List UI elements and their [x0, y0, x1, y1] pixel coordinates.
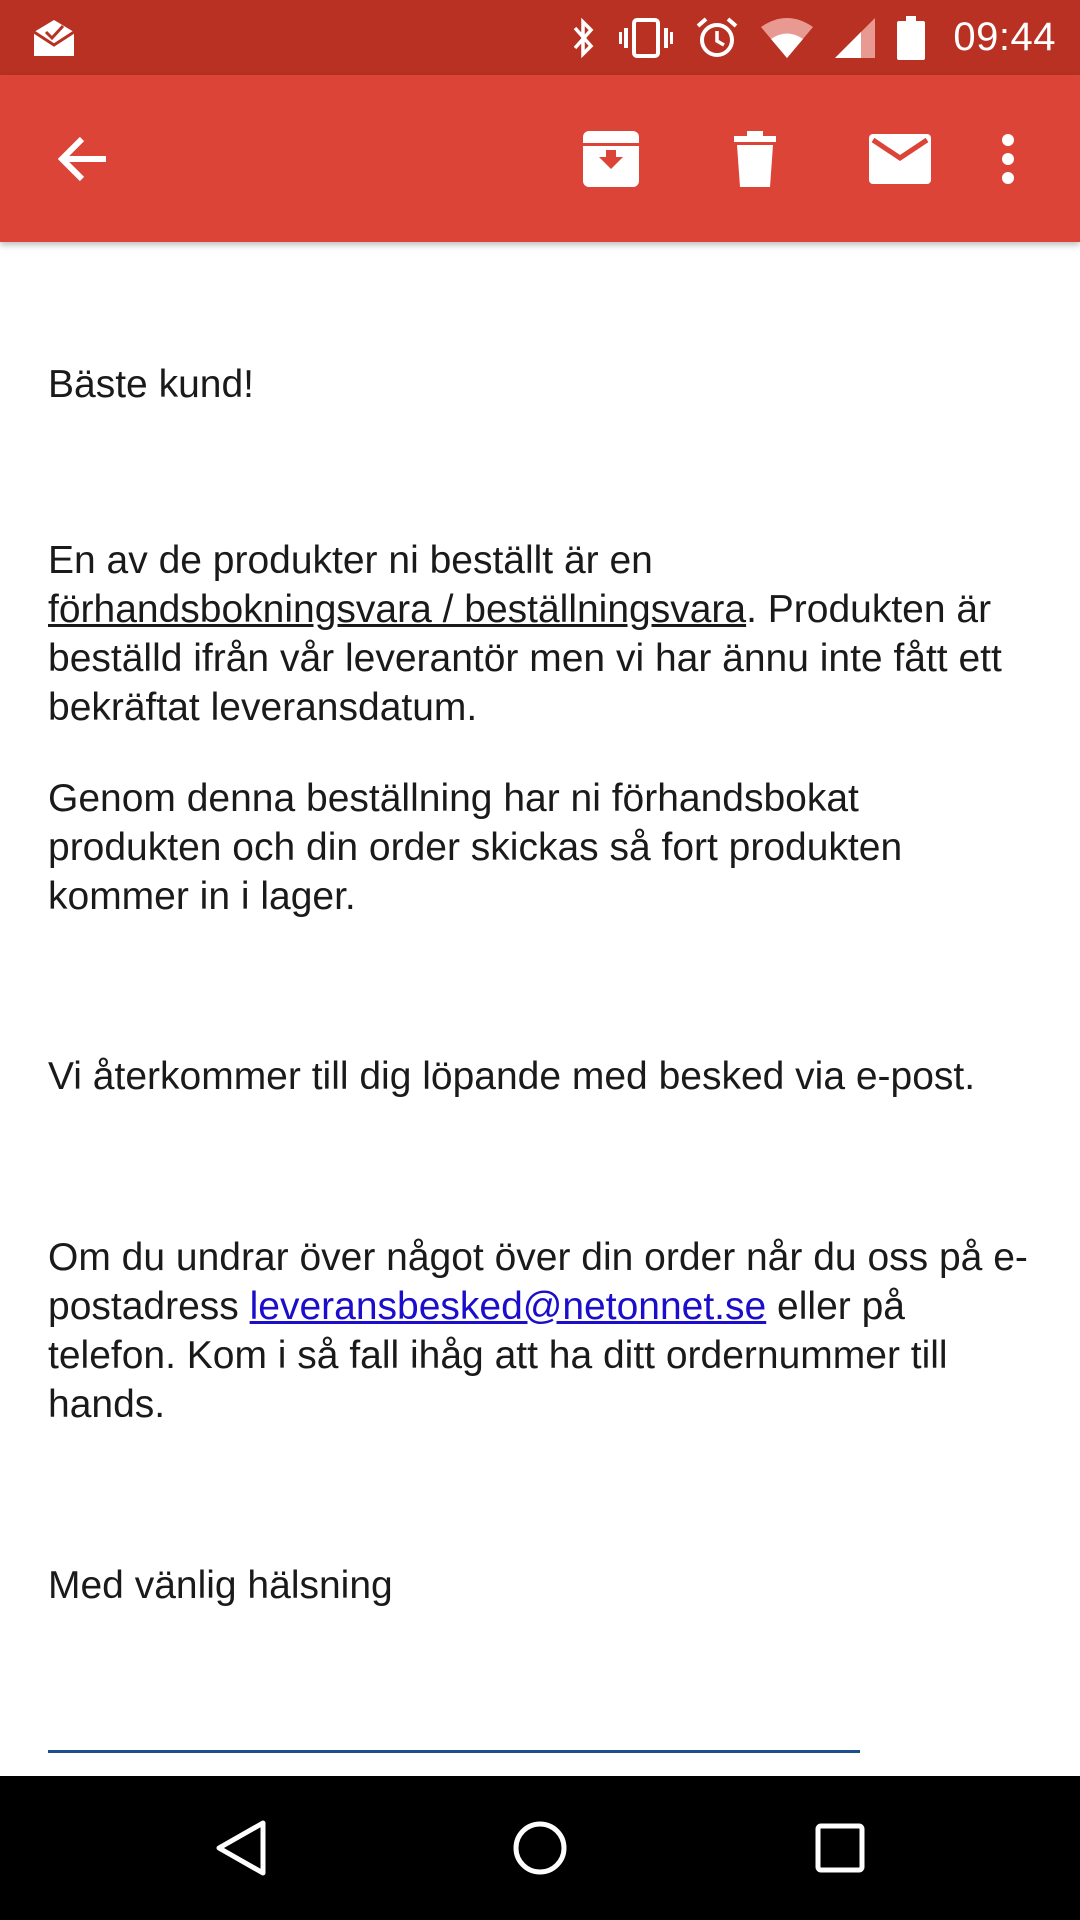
contact-email-link[interactable]: leveransbesked@netonnet.se: [249, 1285, 767, 1328]
system-nav-bar: [0, 1776, 1080, 1920]
archive-icon: [583, 131, 639, 187]
nav-back-button[interactable]: [170, 1776, 310, 1920]
email-text: eller på telefon. Kom i så fall ihåg att ha ditt ordernummer till hands.: [48, 1285, 948, 1426]
nav-home-button[interactable]: [470, 1776, 610, 1920]
app-toolbar: [0, 75, 1080, 242]
email-body: [48, 242, 1032, 1610]
mark-unread-button[interactable]: [845, 75, 955, 242]
clock: 09:44: [953, 15, 1056, 59]
nav-recents-button[interactable]: [770, 1776, 910, 1920]
cell-signal-icon: [835, 18, 875, 58]
email-paragraph-preorder: [48, 536, 1032, 732]
mail-notification-icon: [32, 18, 76, 58]
email-paragraph-contact: [48, 1233, 1032, 1429]
nav-back-icon: [213, 1819, 267, 1877]
mark-unread-icon: [869, 134, 931, 184]
nav-home-icon: [512, 1820, 568, 1876]
email-text: . Produkten är beställd ifrån vår leverantör men vi har ännu inte fått ett bekräftat leveransdatum.: [48, 588, 1002, 729]
delete-icon: [734, 131, 776, 187]
email-paragraph-booking: Genom denna beställning har ni förhandsbokat produkten och din order skickas så fort produkten kommer in i lager.: [48, 777, 903, 918]
archive-button[interactable]: [556, 75, 666, 242]
signature-divider: [48, 1750, 860, 1753]
status-bar: [0, 0, 1080, 75]
overflow-menu-button[interactable]: [953, 75, 1063, 242]
alarm-icon: [695, 16, 739, 60]
battery-icon: [897, 16, 925, 60]
email-paragraph-followup: Vi återkommer till dig löpande med besked via e-post.: [48, 1055, 976, 1098]
preorder-link[interactable]: förhandsbokningsvara / beställningsvara: [48, 588, 747, 631]
overflow-menu-icon: [1001, 134, 1015, 184]
email-text: Om du undrar över något över din order når du oss på e-postadress: [48, 1236, 1028, 1328]
delete-button[interactable]: [700, 75, 810, 242]
email-closing: Med vänlig hälsning: [48, 1564, 393, 1607]
email-text: En av de produkter ni beställt är en: [48, 539, 653, 582]
email-greeting: Bäste kund!: [48, 363, 254, 406]
vibrate-icon: [619, 17, 673, 59]
nav-recents-icon: [815, 1823, 865, 1873]
back-arrow-icon: [58, 136, 108, 182]
wifi-icon: [761, 18, 813, 58]
back-button[interactable]: [28, 75, 138, 242]
bluetooth-icon: [569, 17, 597, 59]
